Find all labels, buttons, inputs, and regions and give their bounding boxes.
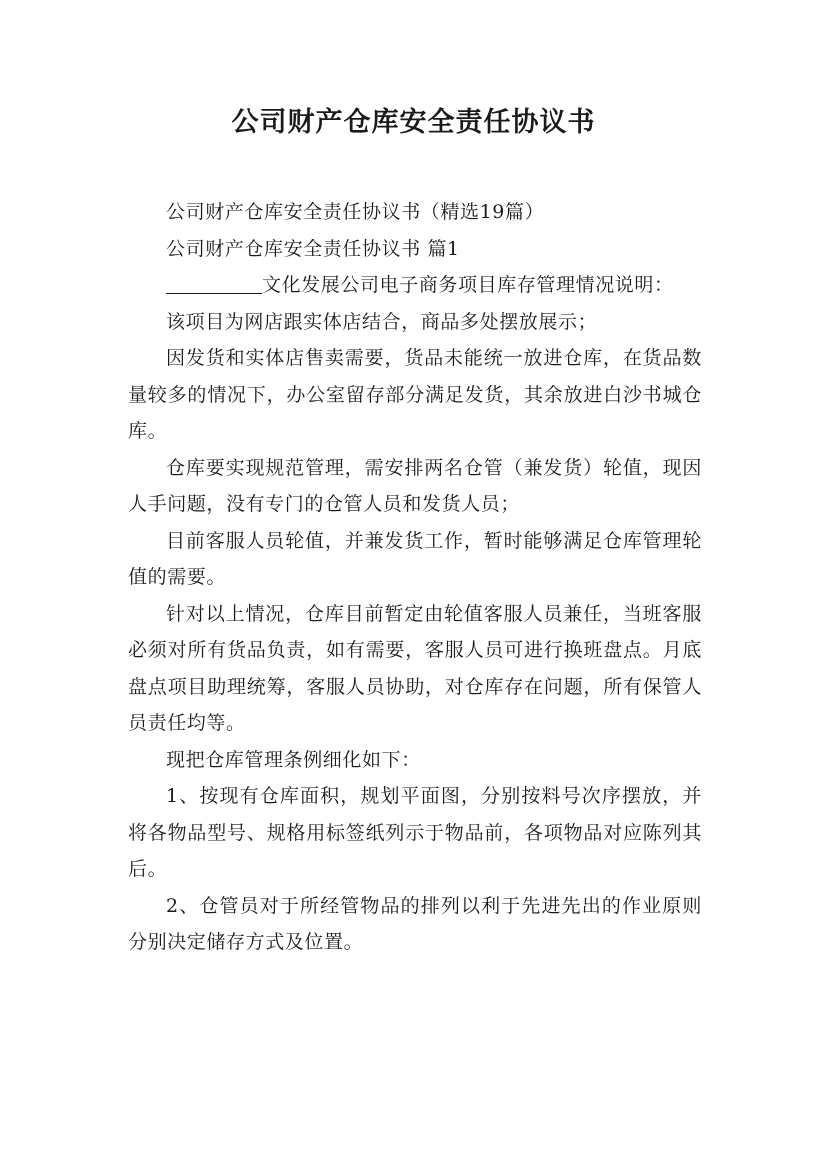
body-paragraph: 2、仓管员对于所经管物品的排列以利于先进先出的作业原则分别决定储存方式及位置。 xyxy=(128,894,702,953)
intro-paragraph xyxy=(128,267,702,304)
body-paragraph: 因发货和实体店售卖需要，货品未能统一放进仓库，在货品数量较多的情况下，办公室留存部分满足发货，其余放进白沙书城仓库。 xyxy=(128,347,702,442)
body-paragraph: 1、按现有仓库面积，规划平面图，分别按料号次序摆放，并将各物品型号、规格用标签纸列示于物品前，各项物品对应陈列其后。 xyxy=(128,785,702,880)
document-subtitle: 公司财产仓库安全责任协议书（精选19篇） xyxy=(166,201,545,223)
document-title: 公司财产仓库安全责任协议书 xyxy=(231,107,596,138)
body-paragraph: 针对以上情况，仓库目前暂定由轮值客服人员兼任，当班客服必须对所有货品负责，如有需要，客服人员可进行换班盘点。月底盘点项目助理统筹，客服人员协助，对仓库存在问题，所有保管人员责任均等。 xyxy=(128,602,702,734)
blank-fill-line xyxy=(166,273,262,294)
document-body xyxy=(128,194,702,961)
body-paragraph: 仓库要实现规范管理，需安排两名仓管（兼发货）轮值，现因人手问题，没有专门的仓管人员和发货人员； xyxy=(128,456,702,515)
body-paragraph: 目前客服人员轮值，并兼发货工作，暂时能够满足仓库管理轮值的需要。 xyxy=(128,529,702,588)
body-paragraph: 该项目为网店跟实体店结合，商品多处摆放展示； xyxy=(166,310,598,333)
intro-text: 文化发展公司电子商务项目库存管理情况说明： xyxy=(262,274,674,296)
chapter-heading: 公司财产仓库安全责任协议书 篇1 xyxy=(166,237,460,260)
body-paragraph: 现把仓库管理条例细化如下： xyxy=(166,748,421,771)
